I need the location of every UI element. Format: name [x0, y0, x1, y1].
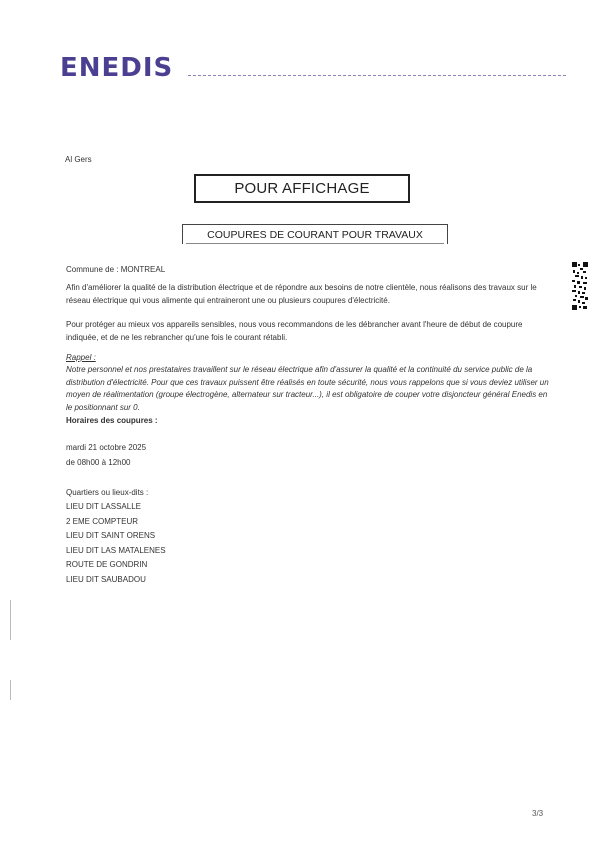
page-number: 3/3 [532, 809, 544, 818]
rappel-paragraph: Notre personnel et nos prestataires travaillent sur le réseau électrique afin d'assurer la qualité et la continuité du service public de la distribution d'électricité. Pour que ces travaux puissent être réalisés en toute sécurité, nous vous rappelons que si vous deviez utiliser un moyen de réalimentation (groupe électrogène, alternateur sur tracteur...), il est obligatoire de couper votre disjoncteur général Enedis en le positionnant sur 0. [66, 365, 549, 412]
intro-paragraph: Afin d'améliorer la qualité de la distribution électrique et de répondre aux besoins de notre clientèle, nous réalisons des travaux sur le réseau électrique qui vous alimente qui entraineront une ou plusieurs coupures d'électricité. [66, 283, 537, 305]
logo-text: ENEDIS [60, 53, 174, 83]
list-item: LIEU DIT SAINT ORENS [66, 531, 156, 541]
notice-subtitle: COUPURES DE COURANT POUR TRAVAUX [182, 224, 448, 244]
outage-date: mardi 21 octobre 2025 [66, 443, 147, 452]
outage-time: de 08h00 à 12h00 [66, 458, 131, 467]
banner-title: POUR AFFICHAGE [194, 174, 410, 203]
list-item: LIEU DIT SAUBADOU [66, 574, 146, 584]
horaires-title: Horaires des coupures : [66, 416, 158, 425]
scan-artifact [10, 680, 11, 700]
commune-line: Commune de : MONTREAL [66, 265, 166, 274]
enedis-logo [60, 54, 173, 82]
rappel-label: Rappel : [66, 353, 96, 362]
list-item: LIEU DIT LASSALLE [66, 502, 141, 511]
scan-artifact [10, 600, 11, 640]
list-item: LIEU DIT LAS MATALENES [66, 545, 166, 555]
list-item: ROUTE DE GONDRIN [66, 560, 148, 570]
list-item: 2 EME COMPTEUR [66, 516, 139, 526]
quartiers-title: Quartiers ou lieux-dits : [66, 488, 149, 497]
advice-paragraph: Pour protéger au mieux vos appareils sensibles, nous vous recommandons de les débrancher avant l'heure de début de coupure indiquée, et de ne les rebrancher qu'une fois le courant rétabli. [66, 320, 523, 342]
subtitle-underline [186, 243, 444, 244]
header-rule [188, 75, 566, 76]
places-list [66, 500, 166, 588]
recipient-address: Al Gers [65, 155, 92, 164]
qr-code-icon [572, 262, 588, 310]
